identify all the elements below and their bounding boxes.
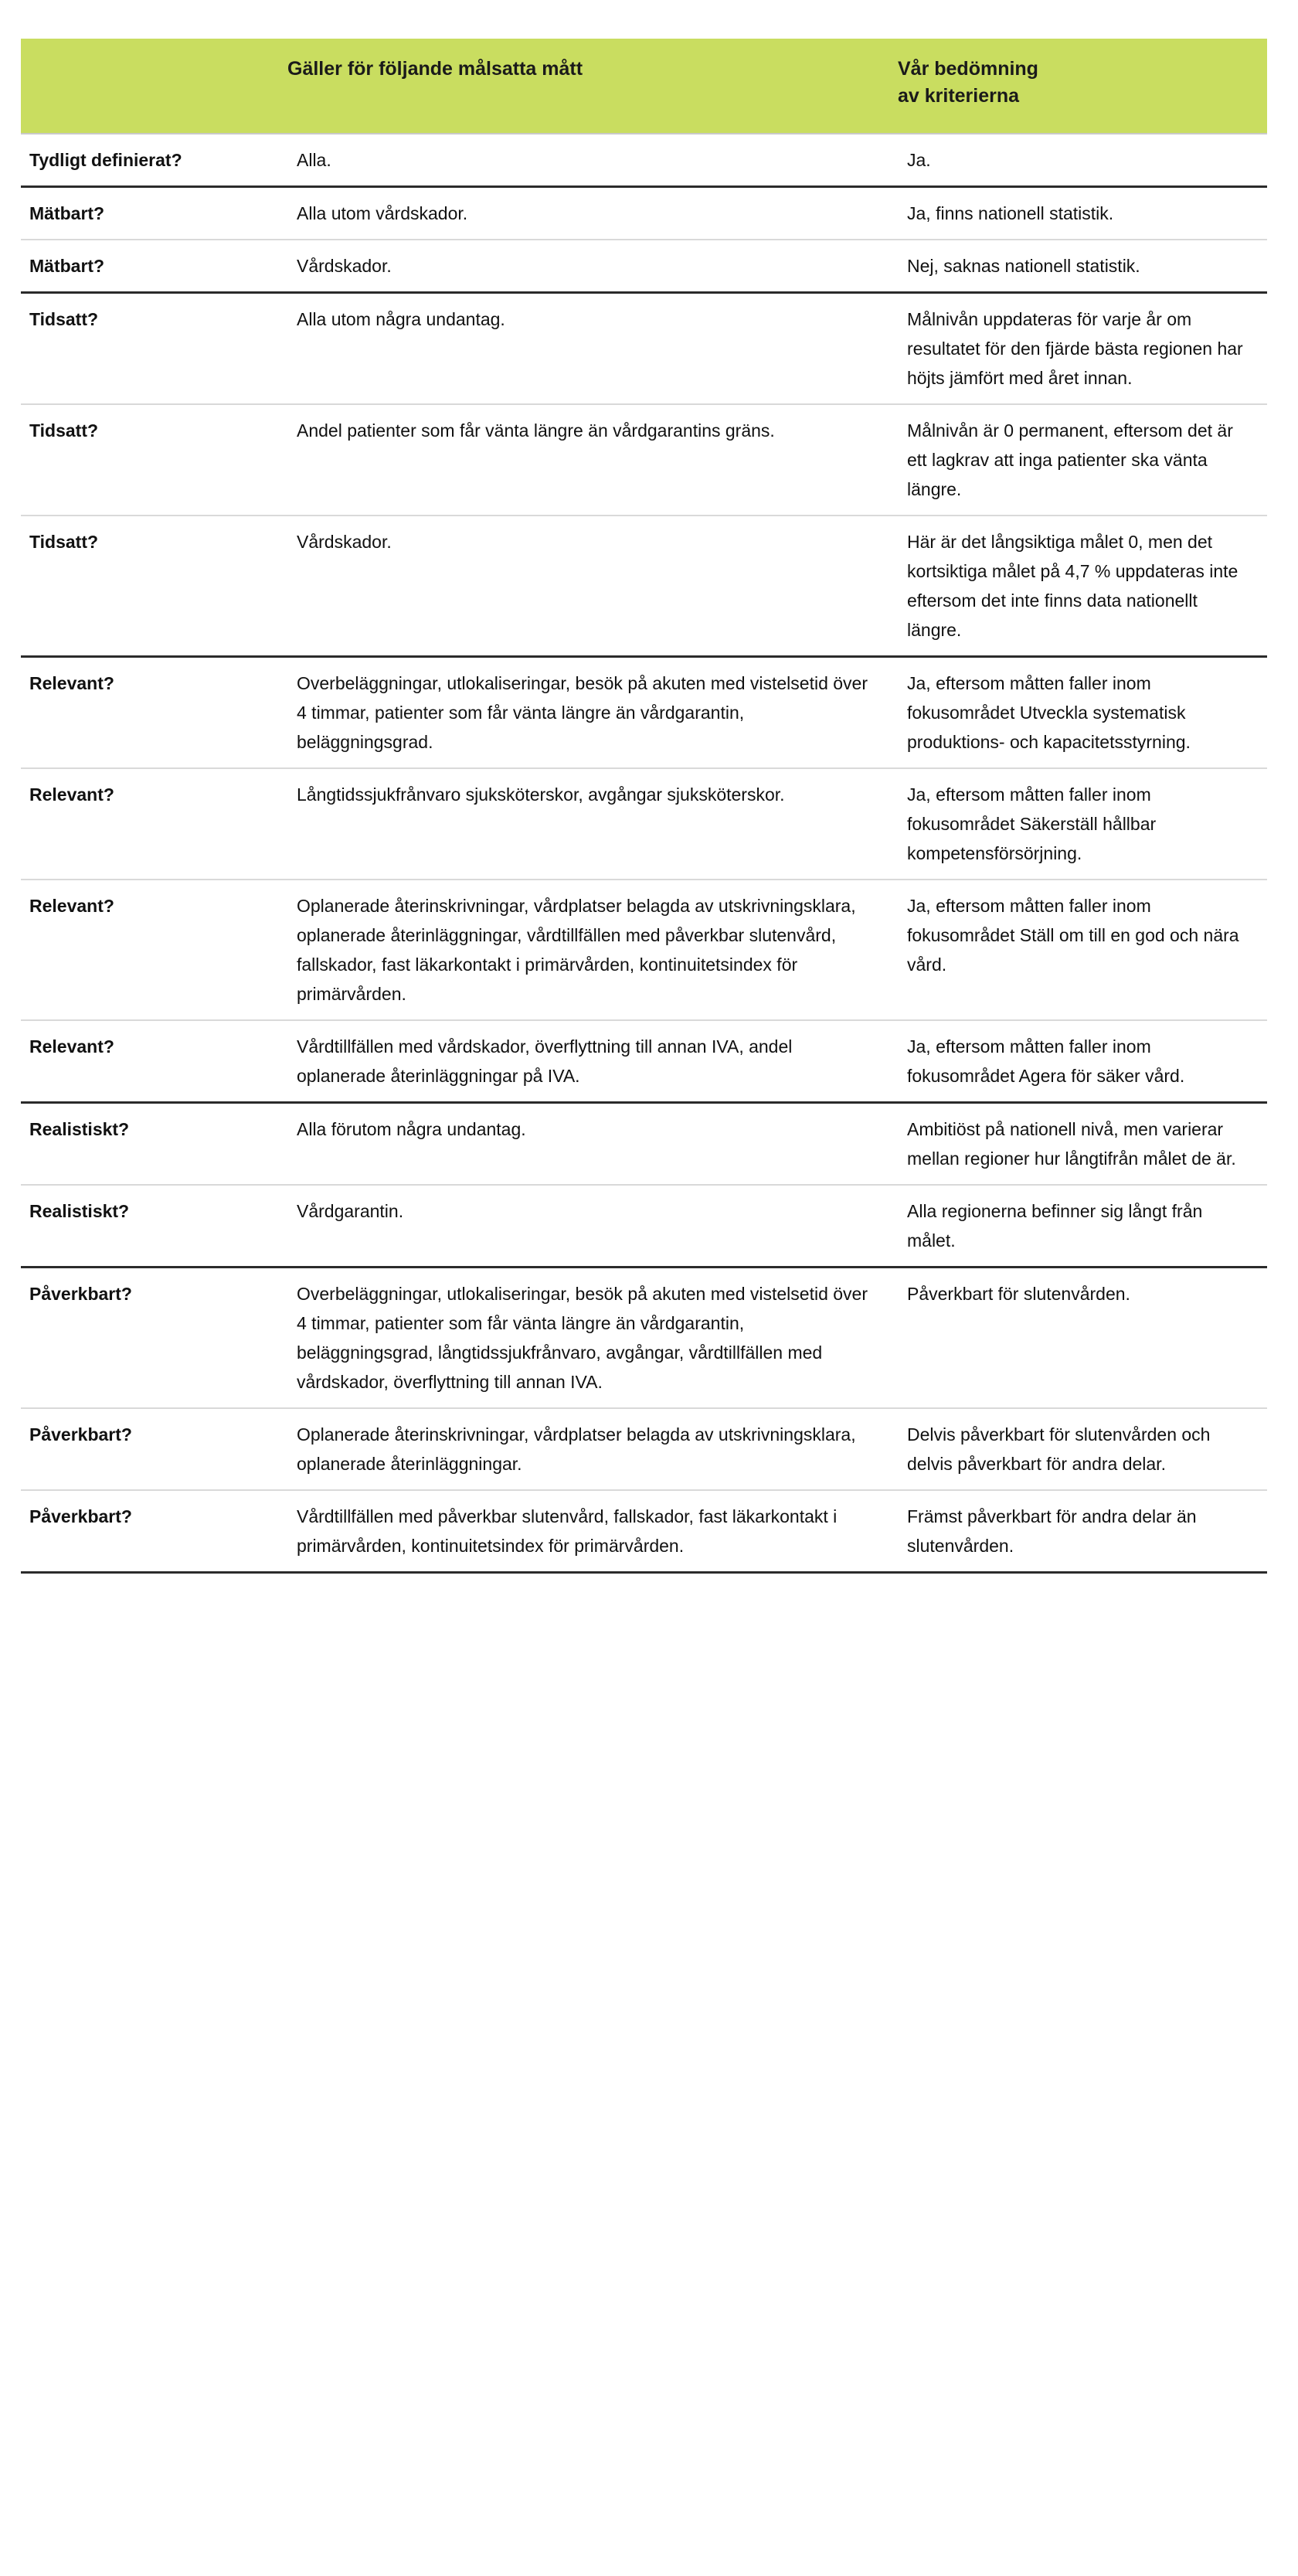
table-row <box>21 767 1267 879</box>
cell-measures: Vårdskador. <box>297 532 392 552</box>
cell-assessment: Ja, eftersom måtten faller inom fokusområdet Ställ om till en god och nära vård. <box>907 896 1239 975</box>
cell-measures: Vårdskador. <box>297 256 392 276</box>
cell-criterion: Realistiskt? <box>29 1119 130 1139</box>
cell-measures: Alla förutom några undantag. <box>297 1119 526 1139</box>
table-row <box>21 1184 1267 1266</box>
cell-assessment: Påverkbart för slutenvården. <box>907 1284 1130 1304</box>
cell-assessment: Alla regionerna befinner sig långt från målet. <box>907 1201 1203 1251</box>
cell-measures: Vårdtillfällen med vårdskador, överflyttning till annan IVA, andel oplanerade återinläggningar på IVA. <box>297 1036 793 1086</box>
cell-assessment: Ja, eftersom måtten faller inom fokusområdet Agera för säker vård. <box>907 1036 1185 1086</box>
cell-assessment: Nej, saknas nationell statistik. <box>907 256 1140 276</box>
cell-measures: Alla utom vårdskador. <box>297 203 468 223</box>
table-row <box>21 1407 1267 1489</box>
cell-measures: Overbeläggningar, utlokaliseringar, besök på akuten med vistelsetid över 4 timmar, patienter som får vänta längre än vårdgarantin, beläggningsgrad. <box>297 673 868 752</box>
cell-assessment: Målnivån uppdateras för varje år om resultatet för den fjärde bästa regionen har höjts jämfört med året innan. <box>907 309 1243 388</box>
table-row <box>21 1019 1267 1101</box>
cell-measures: Overbeläggningar, utlokaliseringar, besök på akuten med vistelsetid över 4 timmar, patienter som får vänta längre än vårdgarantin, beläggningsgrad, långtidssjukfrånvaro, avgångar, vårdtillfällen med vårdskador, överflyttning till annan IVA. <box>297 1284 868 1392</box>
cell-criterion: Påverkbart? <box>29 1506 132 1526</box>
criteria-table <box>21 39 1267 1574</box>
cell-assessment: Ja, finns nationell statistik. <box>907 203 1114 223</box>
table-row <box>21 294 1267 403</box>
cell-criterion: Tydligt definierat? <box>29 150 182 170</box>
table-row <box>21 1489 1267 1571</box>
header-cell-measures: Gäller för följande målsatta mått <box>287 58 583 80</box>
table-row <box>21 239 1267 291</box>
table-row <box>21 515 1267 655</box>
cell-criterion: Mätbart? <box>29 203 105 223</box>
cell-criterion: Tidsatt? <box>29 532 99 552</box>
cell-assessment: Delvis påverkbart för slutenvården och delvis påverkbart för andra delar. <box>907 1424 1211 1474</box>
cell-criterion: Realistiskt? <box>29 1201 130 1221</box>
table-row <box>21 1104 1267 1184</box>
cell-assessment: Främst påverkbart för andra delar än slutenvården. <box>907 1506 1197 1556</box>
cell-assessment: Ambitiöst på nationell nivå, men varierar mellan regioner hur långtifrån målet de är. <box>907 1119 1236 1169</box>
table-header-row <box>21 39 1267 133</box>
table-row <box>21 1268 1267 1407</box>
criterion-group <box>21 1101 1267 1266</box>
header-cell-assessment <box>898 39 1267 133</box>
criterion-group <box>21 133 1267 185</box>
cell-assessment: Här är det långsiktiga målet 0, men det kortsiktiga målet på 4,7 % uppdateras inte eftersom det inte finns data nationellt längre. <box>907 532 1239 640</box>
cell-criterion: Tidsatt? <box>29 420 99 441</box>
cell-criterion: Påverkbart? <box>29 1284 132 1304</box>
header-assessment-line-1: Vår bedömning <box>898 58 1038 80</box>
cell-measures: Oplanerade återinskrivningar, vårdplatser belagda av utskrivningsklara, oplanerade återinläggningar. <box>297 1424 856 1474</box>
cell-assessment: Ja, eftersom måtten faller inom fokusområdet Säkerställ hållbar kompetensförsörjning. <box>907 784 1157 863</box>
cell-assessment: Ja. <box>907 150 931 170</box>
cell-criterion: Tidsatt? <box>29 309 99 329</box>
cell-criterion: Relevant? <box>29 896 114 916</box>
criterion-group <box>21 655 1267 1101</box>
cell-criterion: Mätbart? <box>29 256 105 276</box>
table-row <box>21 134 1267 185</box>
criterion-group <box>21 291 1267 655</box>
cell-measures: Andel patienter som får vänta längre än vårdgarantins gräns. <box>297 420 775 441</box>
cell-assessment: Ja, eftersom måtten faller inom fokusområdet Utveckla systematisk produktions- och kapacitetsstyrning. <box>907 673 1191 752</box>
cell-criterion: Relevant? <box>29 784 114 805</box>
header-cell-criterion <box>21 39 287 133</box>
criterion-group <box>21 1266 1267 1574</box>
table-row <box>21 658 1267 767</box>
cell-assessment: Målnivån är 0 permanent, eftersom det är ett lagkrav att inga patienter ska vänta längre. <box>907 420 1233 499</box>
cell-measures: Oplanerade återinskrivningar, vårdplatser belagda av utskrivningsklara, oplanerade återinläggningar, vårdtillfällen med påverkbar slutenvård, fallskador, fast läkarkontakt i primärvården, kontinuitetsindex för primärvården. <box>297 896 856 1004</box>
cell-criterion: Relevant? <box>29 673 114 693</box>
table-row <box>21 403 1267 515</box>
table-row <box>21 188 1267 239</box>
cell-measures: Långtidssjukfrånvaro sjuksköterskor, avgångar sjuksköterskor. <box>297 784 785 805</box>
table-body <box>21 133 1267 1574</box>
cell-measures: Vårdtillfällen med påverkbar slutenvård, fallskador, fast läkarkontakt i primärvården, kontinuitetsindex för primärvården. <box>297 1506 838 1556</box>
table-row <box>21 879 1267 1019</box>
criterion-group <box>21 185 1267 291</box>
cell-criterion: Påverkbart? <box>29 1424 132 1445</box>
cell-measures: Alla. <box>297 150 331 170</box>
header-assessment-line-2: av kriterierna <box>898 85 1020 107</box>
cell-measures: Alla utom några undantag. <box>297 309 505 329</box>
cell-measures: Vårdgarantin. <box>297 1201 404 1221</box>
cell-criterion: Relevant? <box>29 1036 114 1057</box>
